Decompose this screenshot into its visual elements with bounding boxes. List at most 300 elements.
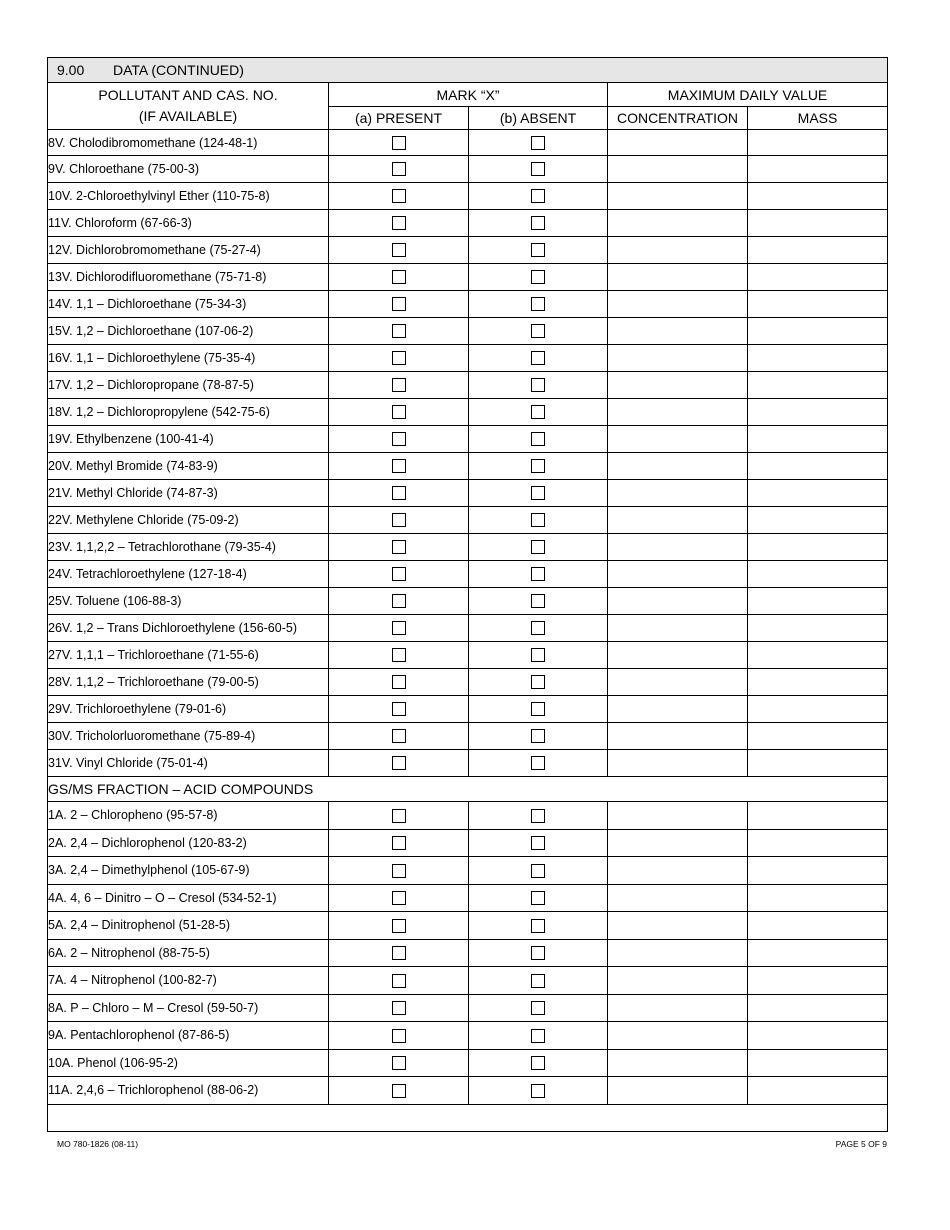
mass-field[interactable]	[748, 884, 888, 912]
absent-checkbox[interactable]	[531, 756, 545, 770]
mass-field[interactable]	[748, 1022, 888, 1050]
pollutant-header-line1: POLLUTANT AND CAS. NO.	[98, 87, 278, 103]
present-checkbox-cell	[329, 829, 469, 857]
table-row	[48, 507, 888, 534]
pollutant-header-line2: (IF AVAILABLE)	[138, 108, 238, 124]
concentration-field[interactable]	[608, 372, 748, 399]
absent-checkbox-cell	[469, 615, 608, 642]
present-checkbox-cell	[329, 642, 469, 669]
present-checkbox-cell	[329, 237, 469, 264]
concentration-field[interactable]	[608, 237, 748, 264]
present-checkbox-cell	[329, 884, 469, 912]
mass-field[interactable]	[748, 696, 888, 723]
pollutant-name: 26V. 1,2 – Trans Dichloroethylene (156-60-5)	[48, 615, 329, 642]
table-row	[48, 480, 888, 507]
concentration-field[interactable]	[608, 210, 748, 237]
present-checkbox[interactable]	[392, 216, 406, 230]
absent-checkbox[interactable]	[531, 459, 545, 473]
absent-checkbox[interactable]	[531, 1029, 545, 1043]
absent-checkbox[interactable]	[531, 351, 545, 365]
absent-checkbox-cell	[469, 210, 608, 237]
pollutant-name: 14V. 1,1 – Dichloroethane (75-34-3)	[48, 291, 329, 318]
present-checkbox-cell	[329, 318, 469, 345]
pollutant-name: 11V. Chloroform (67-66-3)	[48, 210, 329, 237]
pollutant-name: 2A. 2,4 – Dichlorophenol (120-83-2)	[48, 829, 329, 857]
table-row	[48, 750, 888, 777]
mass-field[interactable]	[748, 1049, 888, 1077]
table-row	[48, 130, 888, 156]
table-row	[48, 696, 888, 723]
present-checkbox-cell	[329, 912, 469, 940]
absent-checkbox-cell	[469, 561, 608, 588]
mass-field[interactable]	[748, 399, 888, 426]
pollutant-name: 9A. Pentachlorophenol (87-86-5)	[48, 1022, 329, 1050]
present-checkbox-cell	[329, 183, 469, 210]
present-checkbox[interactable]	[392, 756, 406, 770]
present-checkbox-cell	[329, 588, 469, 615]
present-checkbox[interactable]	[392, 1084, 406, 1098]
absent-checkbox[interactable]	[531, 243, 545, 257]
table-row	[48, 615, 888, 642]
mass-field[interactable]	[748, 183, 888, 210]
absent-checkbox-cell	[469, 857, 608, 885]
pollutant-name: 8V. Cholodibromomethane (124-48-1)	[48, 130, 329, 156]
mass-field[interactable]	[748, 156, 888, 183]
blank-cell	[48, 1104, 888, 1131]
section-number: 9.00	[57, 62, 85, 78]
absent-checkbox-cell	[469, 912, 608, 940]
concentration-field[interactable]	[608, 967, 748, 995]
table-row	[48, 829, 888, 857]
absent-checkbox[interactable]	[531, 513, 545, 527]
table-row	[48, 426, 888, 453]
pollutant-name: 31V. Vinyl Chloride (75-01-4)	[48, 750, 329, 777]
mass-field[interactable]	[748, 345, 888, 372]
concentration-field[interactable]	[608, 750, 748, 777]
present-checkbox[interactable]	[392, 459, 406, 473]
absent-checkbox[interactable]	[531, 297, 545, 311]
pollutant-name: 17V. 1,2 – Dichloropropane (78-87-5)	[48, 372, 329, 399]
present-checkbox[interactable]	[392, 1029, 406, 1043]
absent-checkbox[interactable]	[531, 405, 545, 419]
mass-field[interactable]	[748, 669, 888, 696]
present-checkbox[interactable]	[392, 594, 406, 608]
concentration-field[interactable]	[608, 399, 748, 426]
absent-checkbox[interactable]	[531, 378, 545, 392]
absent-checkbox-cell	[469, 750, 608, 777]
concentration-field[interactable]	[608, 534, 748, 561]
absent-checkbox-cell	[469, 939, 608, 967]
present-checkbox[interactable]	[392, 351, 406, 365]
mass-field[interactable]	[748, 507, 888, 534]
present-checkbox[interactable]	[392, 297, 406, 311]
pollutant-name: 16V. 1,1 – Dichloroethylene (75-35-4)	[48, 345, 329, 372]
concentration-field[interactable]	[608, 994, 748, 1022]
absent-checkbox-cell	[469, 534, 608, 561]
absent-checkbox-cell	[469, 399, 608, 426]
pollutant-name: 21V. Methyl Chloride (74-87-3)	[48, 480, 329, 507]
concentration-field[interactable]	[608, 829, 748, 857]
table-row	[48, 318, 888, 345]
present-checkbox[interactable]	[392, 836, 406, 850]
mass-field[interactable]	[748, 829, 888, 857]
acid-compounds-heading: GS/MS FRACTION – ACID COMPOUNDS	[48, 777, 329, 802]
absent-checkbox[interactable]	[531, 946, 545, 960]
table-row	[48, 453, 888, 480]
acid-compounds-heading-row	[48, 777, 888, 802]
absent-checkbox[interactable]	[531, 648, 545, 662]
table-row	[48, 372, 888, 399]
mass-field[interactable]	[748, 318, 888, 345]
concentration-field[interactable]	[608, 588, 748, 615]
table-row	[48, 291, 888, 318]
present-checkbox-cell	[329, 857, 469, 885]
mass-field[interactable]	[748, 372, 888, 399]
absent-checkbox-cell	[469, 802, 608, 830]
concentration-field[interactable]	[608, 1049, 748, 1077]
pollutant-column-header	[48, 83, 329, 130]
concentration-field[interactable]	[608, 480, 748, 507]
concentration-field[interactable]	[608, 318, 748, 345]
section-header	[48, 58, 888, 83]
present-checkbox-cell	[329, 534, 469, 561]
present-checkbox[interactable]	[392, 513, 406, 527]
present-checkbox-cell	[329, 480, 469, 507]
absent-checkbox-cell	[469, 291, 608, 318]
absent-header: (b) ABSENT	[469, 107, 608, 130]
pollutant-data-table	[47, 57, 888, 1132]
absent-checkbox-cell	[469, 642, 608, 669]
concentration-field[interactable]	[608, 264, 748, 291]
present-checkbox[interactable]	[392, 1001, 406, 1015]
concentration-field[interactable]	[608, 130, 748, 156]
absent-checkbox[interactable]	[531, 836, 545, 850]
pollutant-name: 22V. Methylene Chloride (75-09-2)	[48, 507, 329, 534]
present-checkbox[interactable]	[392, 162, 406, 176]
present-checkbox[interactable]	[392, 891, 406, 905]
present-checkbox[interactable]	[392, 405, 406, 419]
absent-checkbox-cell	[469, 318, 608, 345]
pollutant-name: 28V. 1,1,2 – Trichloroethane (79-00-5)	[48, 669, 329, 696]
mass-field[interactable]	[748, 237, 888, 264]
concentration-field[interactable]	[608, 453, 748, 480]
pollutant-name: 12V. Dichlorobromomethane (75-27-4)	[48, 237, 329, 264]
mass-field[interactable]	[748, 534, 888, 561]
mass-field[interactable]	[748, 561, 888, 588]
mass-field[interactable]	[748, 426, 888, 453]
pollutant-name: 19V. Ethylbenzene (100-41-4)	[48, 426, 329, 453]
mass-field[interactable]	[748, 723, 888, 750]
mass-field[interactable]	[748, 615, 888, 642]
present-checkbox-cell	[329, 1022, 469, 1050]
concentration-field[interactable]	[608, 802, 748, 830]
concentration-field[interactable]	[608, 345, 748, 372]
present-checkbox-cell	[329, 1049, 469, 1077]
present-checkbox-cell	[329, 1077, 469, 1105]
present-checkbox[interactable]	[392, 1056, 406, 1070]
absent-checkbox[interactable]	[531, 432, 545, 446]
absent-checkbox-cell	[469, 829, 608, 857]
pollutant-name: 15V. 1,2 – Dichloroethane (107-06-2)	[48, 318, 329, 345]
mass-field[interactable]	[748, 939, 888, 967]
present-checkbox[interactable]	[392, 189, 406, 203]
mass-field[interactable]	[748, 912, 888, 940]
table-row	[48, 534, 888, 561]
mass-field[interactable]	[748, 1077, 888, 1105]
pollutant-name: 29V. Trichloroethylene (79-01-6)	[48, 696, 329, 723]
table-row	[48, 802, 888, 830]
concentration-field[interactable]	[608, 156, 748, 183]
present-checkbox-cell	[329, 345, 469, 372]
blank-row	[48, 1104, 888, 1131]
absent-checkbox[interactable]	[531, 594, 545, 608]
absent-checkbox[interactable]	[531, 567, 545, 581]
pollutant-name: 20V. Methyl Bromide (74-83-9)	[48, 453, 329, 480]
absent-checkbox-cell	[469, 345, 608, 372]
table-row	[48, 588, 888, 615]
present-checkbox[interactable]	[392, 270, 406, 284]
absent-checkbox[interactable]	[531, 216, 545, 230]
present-checkbox[interactable]	[392, 567, 406, 581]
mass-field[interactable]	[748, 857, 888, 885]
table-row	[48, 967, 888, 995]
present-checkbox[interactable]	[392, 540, 406, 554]
concentration-field[interactable]	[608, 426, 748, 453]
mass-field[interactable]	[748, 210, 888, 237]
concentration-field[interactable]	[608, 1077, 748, 1105]
max-daily-value-header: MAXIMUM DAILY VALUE	[608, 83, 888, 107]
absent-checkbox-cell	[469, 1077, 608, 1105]
concentration-field[interactable]	[608, 723, 748, 750]
pollutant-name: 4A. 4, 6 – Dinitro – O – Cresol (534-52-1)	[48, 884, 329, 912]
pollutant-name: 18V. 1,2 – Dichloropropylene (542-75-6)	[48, 399, 329, 426]
absent-checkbox-cell	[469, 967, 608, 995]
present-checkbox[interactable]	[392, 974, 406, 988]
concentration-field[interactable]	[608, 291, 748, 318]
absent-checkbox[interactable]	[531, 974, 545, 988]
table-row	[48, 156, 888, 183]
concentration-field[interactable]	[608, 669, 748, 696]
absent-checkbox-cell	[469, 183, 608, 210]
present-header: (a) PRESENT	[329, 107, 469, 130]
concentration-field[interactable]	[608, 1022, 748, 1050]
present-checkbox-cell	[329, 156, 469, 183]
table-row	[48, 210, 888, 237]
pollutant-name: 7A. 4 – Nitrophenol (100-82-7)	[48, 967, 329, 995]
pollutant-name: 24V. Tetrachloroethylene (127-18-4)	[48, 561, 329, 588]
present-checkbox[interactable]	[392, 621, 406, 635]
absent-checkbox[interactable]	[531, 702, 545, 716]
present-checkbox[interactable]	[392, 378, 406, 392]
absent-checkbox-cell	[469, 884, 608, 912]
absent-checkbox-cell	[469, 480, 608, 507]
absent-checkbox[interactable]	[531, 864, 545, 878]
table-row	[48, 1077, 888, 1105]
present-checkbox[interactable]	[392, 729, 406, 743]
mass-field[interactable]	[748, 750, 888, 777]
present-checkbox-cell	[329, 696, 469, 723]
absent-checkbox[interactable]	[531, 809, 545, 823]
present-checkbox-cell	[329, 264, 469, 291]
pollutant-name: 1A. 2 – Chloropheno (95-57-8)	[48, 802, 329, 830]
present-checkbox[interactable]	[392, 432, 406, 446]
present-checkbox-cell	[329, 210, 469, 237]
present-checkbox-cell	[329, 967, 469, 995]
concentration-header: CONCENTRATION	[608, 107, 748, 130]
table-row	[48, 857, 888, 885]
present-checkbox-cell	[329, 426, 469, 453]
mass-header: MASS	[748, 107, 888, 130]
absent-checkbox-cell	[469, 1049, 608, 1077]
present-checkbox-cell	[329, 802, 469, 830]
present-checkbox-cell	[329, 561, 469, 588]
present-checkbox-cell	[329, 750, 469, 777]
absent-checkbox[interactable]	[531, 891, 545, 905]
concentration-field[interactable]	[608, 642, 748, 669]
absent-checkbox[interactable]	[531, 919, 545, 933]
mass-field[interactable]	[748, 130, 888, 156]
mass-field[interactable]	[748, 480, 888, 507]
table-row	[48, 994, 888, 1022]
table-row	[48, 723, 888, 750]
present-checkbox-cell	[329, 453, 469, 480]
mass-field[interactable]	[748, 453, 888, 480]
table-row	[48, 345, 888, 372]
present-checkbox-cell	[329, 507, 469, 534]
pollutant-name: 25V. Toluene (106-88-3)	[48, 588, 329, 615]
present-checkbox[interactable]	[392, 919, 406, 933]
pollutant-name: 13V. Dichlorodifluoromethane (75-71-8)	[48, 264, 329, 291]
present-checkbox-cell	[329, 994, 469, 1022]
absent-checkbox[interactable]	[531, 1056, 545, 1070]
absent-checkbox[interactable]	[531, 136, 545, 150]
pollutant-name: 27V. 1,1,1 – Trichloroethane (71-55-6)	[48, 642, 329, 669]
table-row	[48, 561, 888, 588]
absent-checkbox[interactable]	[531, 540, 545, 554]
present-checkbox-cell	[329, 939, 469, 967]
mass-field[interactable]	[748, 291, 888, 318]
present-checkbox[interactable]	[392, 648, 406, 662]
mass-field[interactable]	[748, 967, 888, 995]
pollutant-name: 10V. 2-Chloroethylvinyl Ether (110-75-8)	[48, 183, 329, 210]
form-id: MO 780-1826 (08-11)	[57, 1139, 139, 1149]
present-checkbox-cell	[329, 291, 469, 318]
mass-field[interactable]	[748, 994, 888, 1022]
column-header-row-1	[48, 83, 888, 107]
absent-checkbox-cell	[469, 237, 608, 264]
absent-checkbox[interactable]	[531, 486, 545, 500]
pollutant-name: 8A. P – Chloro – M – Cresol (59-50-7)	[48, 994, 329, 1022]
concentration-field[interactable]	[608, 857, 748, 885]
table-row	[48, 237, 888, 264]
absent-checkbox-cell	[469, 507, 608, 534]
table-row	[48, 884, 888, 912]
absent-checkbox[interactable]	[531, 621, 545, 635]
pollutant-name: 23V. 1,1,2,2 – Tetrachlorothane (79-35-4)	[48, 534, 329, 561]
present-checkbox[interactable]	[392, 809, 406, 823]
present-checkbox[interactable]	[392, 946, 406, 960]
pollutant-name: 3A. 2,4 – Dimethylphenol (105-67-9)	[48, 857, 329, 885]
present-checkbox-cell	[329, 372, 469, 399]
absent-checkbox-cell	[469, 264, 608, 291]
absent-checkbox-cell	[469, 723, 608, 750]
absent-checkbox-cell	[469, 156, 608, 183]
absent-checkbox-cell	[469, 669, 608, 696]
mass-field[interactable]	[748, 802, 888, 830]
mass-field[interactable]	[748, 642, 888, 669]
present-checkbox[interactable]	[392, 864, 406, 878]
absent-checkbox[interactable]	[531, 1084, 545, 1098]
section-header-row	[48, 58, 888, 83]
concentration-field[interactable]	[608, 615, 748, 642]
absent-checkbox-cell	[469, 1022, 608, 1050]
table-row	[48, 399, 888, 426]
concentration-field[interactable]	[608, 912, 748, 940]
present-checkbox[interactable]	[392, 324, 406, 338]
present-checkbox[interactable]	[392, 486, 406, 500]
absent-checkbox-cell	[469, 588, 608, 615]
table-row	[48, 1049, 888, 1077]
absent-checkbox[interactable]	[531, 1001, 545, 1015]
present-checkbox-cell	[329, 130, 469, 156]
present-checkbox-cell	[329, 399, 469, 426]
present-checkbox-cell	[329, 723, 469, 750]
table-row	[48, 183, 888, 210]
mark-x-header: MARK “X”	[329, 83, 608, 107]
table-row	[48, 1022, 888, 1050]
pollutant-name: 10A. Phenol (106-95-2)	[48, 1049, 329, 1077]
table-row	[48, 642, 888, 669]
present-checkbox[interactable]	[392, 675, 406, 689]
page-number: PAGE 5 OF 9	[835, 1139, 887, 1149]
concentration-field[interactable]	[608, 507, 748, 534]
concentration-field[interactable]	[608, 561, 748, 588]
absent-checkbox-cell	[469, 130, 608, 156]
mass-field[interactable]	[748, 264, 888, 291]
mass-field[interactable]	[748, 588, 888, 615]
absent-checkbox-cell	[469, 994, 608, 1022]
absent-checkbox-cell	[469, 426, 608, 453]
absent-checkbox[interactable]	[531, 270, 545, 284]
absent-checkbox[interactable]	[531, 675, 545, 689]
table-row	[48, 264, 888, 291]
present-checkbox[interactable]	[392, 702, 406, 716]
present-checkbox[interactable]	[392, 243, 406, 257]
pollutant-name: 11A. 2,4,6 – Trichlorophenol (88-06-2)	[48, 1077, 329, 1105]
section-title: DATA (CONTINUED)	[113, 62, 244, 78]
table-row	[48, 669, 888, 696]
heading-filler	[329, 777, 888, 802]
concentration-field[interactable]	[608, 884, 748, 912]
present-checkbox-cell	[329, 669, 469, 696]
absent-checkbox-cell	[469, 453, 608, 480]
pollutant-name: 5A. 2,4 – Dinitrophenol (51-28-5)	[48, 912, 329, 940]
table-row	[48, 939, 888, 967]
absent-checkbox[interactable]	[531, 162, 545, 176]
concentration-field[interactable]	[608, 183, 748, 210]
present-checkbox-cell	[329, 615, 469, 642]
absent-checkbox-cell	[469, 372, 608, 399]
concentration-field[interactable]	[608, 696, 748, 723]
absent-checkbox[interactable]	[531, 729, 545, 743]
absent-checkbox-cell	[469, 696, 608, 723]
absent-checkbox[interactable]	[531, 189, 545, 203]
present-checkbox[interactable]	[392, 136, 406, 150]
pollutant-name: 6A. 2 – Nitrophenol (88-75-5)	[48, 939, 329, 967]
concentration-field[interactable]	[608, 939, 748, 967]
absent-checkbox[interactable]	[531, 324, 545, 338]
pollutant-name: 9V. Chloroethane (75-00-3)	[48, 156, 329, 183]
